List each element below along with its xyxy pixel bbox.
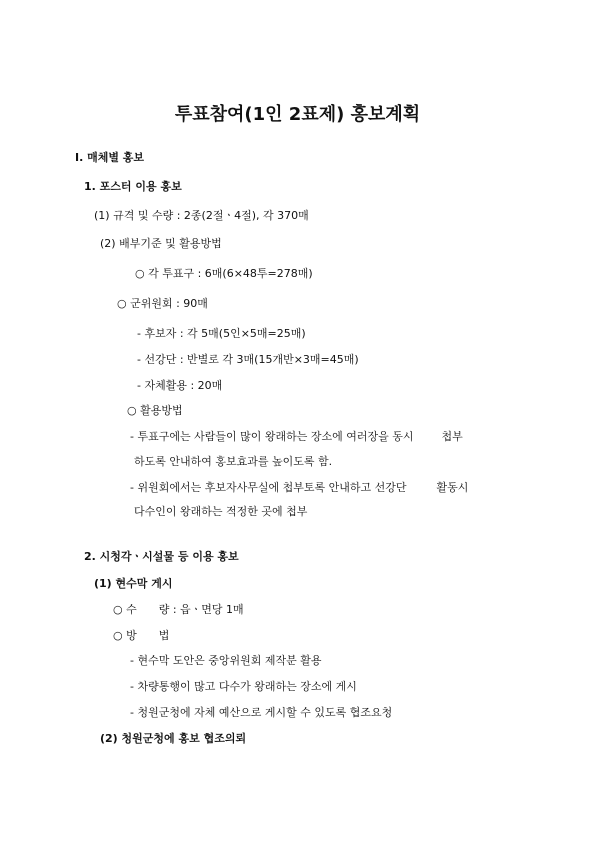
usage-line-1-tail: 첩부 <box>441 430 463 443</box>
document-title: 투표참여(1인 2표제) 홍보계획 <box>174 104 421 125</box>
method-line-1: - 현수막 도안은 중앙위원회 제작분 활용 <box>130 654 322 667</box>
usage-line-1-text: - 투표구에는 사람들이 많이 왕래하는 장소에 여러장을 동시 <box>130 430 414 443</box>
usage-line-2-cont: 다수인이 왕래하는 적정한 곳에 첩부 <box>134 505 308 518</box>
dash-candidates: - 후보자 : 각 5매(5인×5매=25매) <box>137 327 306 340</box>
dash-campaign-team: - 선강단 : 반별로 각 3매(15개반×3매=45매) <box>137 353 359 366</box>
usage-line-1 <box>130 430 463 444</box>
subsection-heading: 1. 포스터 이용 홍보 <box>84 180 182 193</box>
method-value: 법 <box>158 629 170 642</box>
quantity-value: 량 : 읍ㆍ면당 1매 <box>158 603 244 616</box>
dash-self-use: - 자체활용 : 20매 <box>137 379 223 392</box>
banner-method <box>113 629 169 643</box>
bullet-usage-method: ○ 활용방법 <box>127 404 183 417</box>
usage-line-1-cont: 하도록 안내하여 홍보효과를 높이도록 함. <box>134 455 333 468</box>
distribution-heading: (2) 배부기준 및 활용방법 <box>100 237 222 250</box>
method-line-3: - 청원군청에 자체 예산으로 게시할 수 있도록 협조요청 <box>130 706 393 719</box>
section-heading: Ⅰ. 매체별 홍보 <box>75 151 145 164</box>
usage-line-2 <box>130 481 468 495</box>
subsection-heading-2: 2. 시청각ㆍ시설물 등 이용 홍보 <box>84 550 239 563</box>
method-label: ○ 방 <box>113 629 137 642</box>
cooperation-request-heading: (2) 청원군청에 홍보 협조의뢰 <box>100 732 247 745</box>
banner-heading: (1) 현수막 게시 <box>94 577 173 590</box>
banner-quantity <box>113 603 244 617</box>
bullet-polling-stations: ○ 각 투표구 : 6매(6×48투=278매) <box>135 267 313 280</box>
spec-quantity-line: (1) 규격 및 수량 : 2종(2절ㆍ4절), 각 370매 <box>94 209 309 222</box>
method-line-2: - 차량통행이 많고 다수가 왕래하는 장소에 게시 <box>130 680 357 693</box>
usage-line-2-tail: 활동시 <box>436 481 469 494</box>
quantity-label: ○ 수 <box>113 603 137 616</box>
usage-line-2-text: - 위원회에서는 후보자사무실에 첩부토록 안내하고 선강단 <box>130 481 407 494</box>
bullet-county-committee: ○ 군위원회 : 90매 <box>117 297 208 310</box>
